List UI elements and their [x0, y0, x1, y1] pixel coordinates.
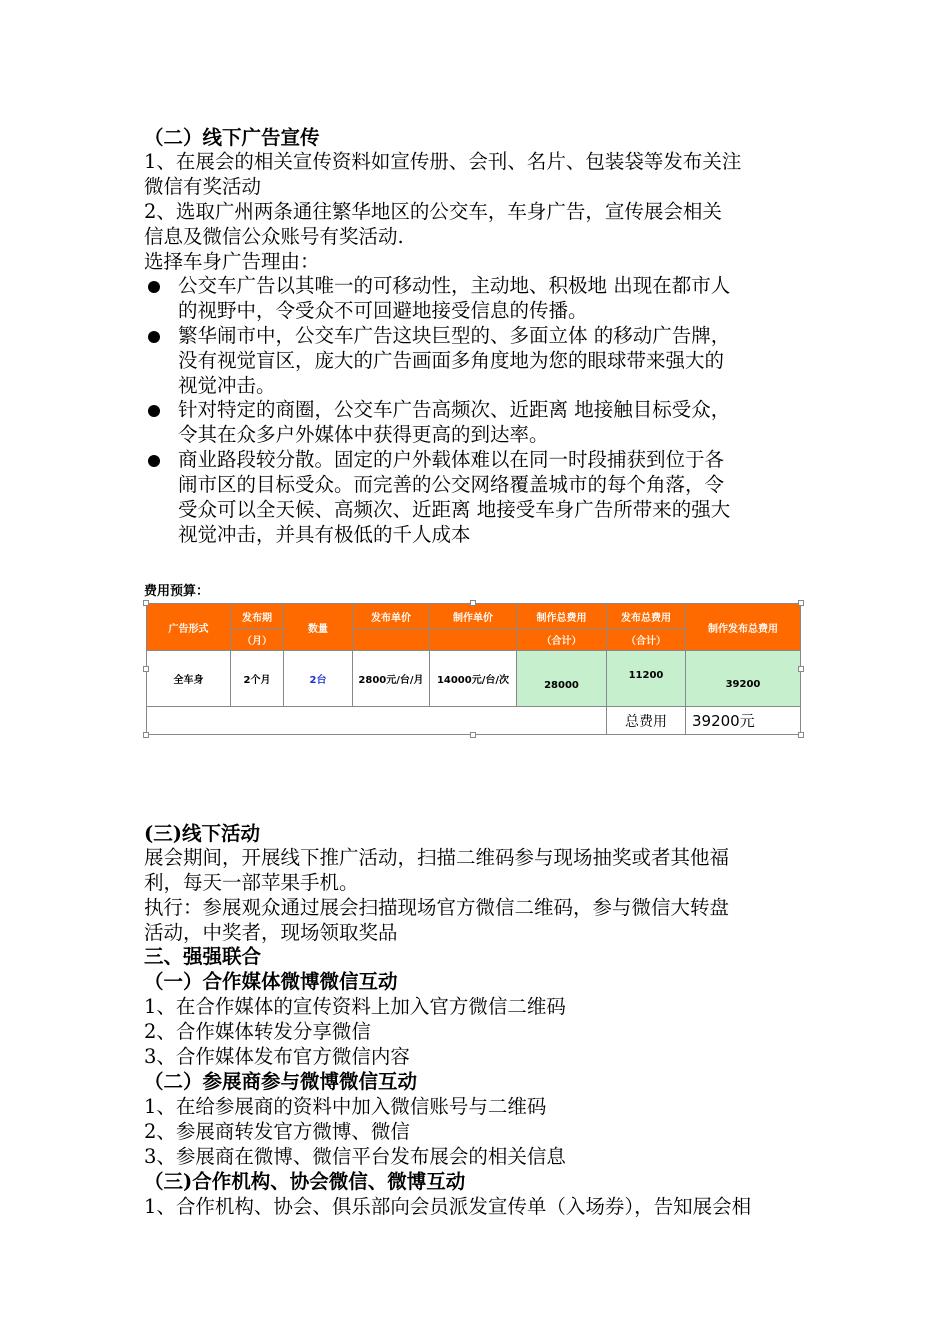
header-quantity: 数量	[283, 603, 353, 651]
section-heading-offline-ads: （二）线下广告宣传	[144, 126, 320, 149]
list-item: 2、合作媒体转发分享微信	[144, 1020, 371, 1043]
total-row-blank	[146, 706, 607, 735]
paragraph-line: 展会期间，开展线下推广活动，扫描二维码参与现场抽奖或者其他福	[144, 846, 730, 869]
cell-grand-total: 39200	[685, 650, 801, 707]
cell-make-total: 28000	[516, 650, 607, 707]
header-make-total: 制作总费用	[516, 603, 607, 629]
header-grand-total: 制作发布总费用	[685, 603, 801, 651]
header-make-price: 制作单价	[429, 603, 517, 629]
cell-period: 2个月	[230, 650, 284, 707]
bullet-icon	[148, 281, 160, 293]
total-value: 39200元	[685, 706, 801, 735]
bullet-line: 的视野中，令受众不可回避地接受信息的传播。	[178, 299, 588, 322]
budget-title: 费用预算：	[144, 584, 210, 599]
resize-handle[interactable]	[798, 732, 804, 738]
total-label: 总费用	[606, 706, 686, 735]
list-item: 2、参展商转发官方微博、微信	[144, 1120, 410, 1143]
paragraph-line: 1、在展会的相关宣传资料如宣传册、会刊、名片、包装袋等发布关注	[144, 150, 742, 173]
list-item: 3、合作媒体发布官方微信内容	[144, 1045, 410, 1068]
bullet-icon	[148, 455, 160, 467]
bullet-line: 闹市区的目标受众。而完善的公交网络覆盖城市的每个角落，令	[178, 473, 725, 496]
resize-handle[interactable]	[798, 666, 804, 672]
resize-handle[interactable]	[470, 600, 476, 606]
header-make-total-sub: （合计）	[516, 628, 607, 651]
subheading: （二）参展商参与微博微信互动	[144, 1070, 418, 1093]
header-publish-price: 发布单价	[352, 603, 430, 629]
bullet-line: 公交车广告以其唯一的可移动性，主动地、积极地 出现在都市人	[178, 274, 731, 297]
paragraph-line: 活动，中奖者，现场领取奖品	[144, 921, 398, 944]
cell-publish-total: 11200	[606, 650, 686, 707]
resize-handle[interactable]	[470, 732, 476, 738]
cell-make-price: 14000元/台/次	[429, 650, 517, 707]
section-heading-alliance: 三、强强联合	[144, 945, 262, 968]
cell-ad-form: 全车身	[146, 650, 231, 707]
bullet-line: 没有视觉盲区，庞大的广告画面多角度地为您的眼球带来强大的	[178, 349, 725, 372]
header-publish-total: 发布总费用	[606, 603, 686, 629]
paragraph-line: 2、选取广州两条通往繁华地区的公交车，车身广告，宣传展会相关	[144, 200, 722, 223]
bullet-icon	[148, 331, 160, 343]
bullet-line: 繁华闹市中，公交车广告这块巨型的、多面立体 的移动广告牌，	[178, 324, 731, 347]
bullet-icon	[148, 405, 160, 417]
paragraph-line: 微信有奖活动	[144, 175, 262, 198]
cell-publish-price: 2800元/台/月	[352, 650, 430, 707]
bullet-line: 视觉冲击。	[178, 374, 276, 397]
list-item: 1、合作机构、协会、俱乐部向会员派发宣传单（入场券），告知展会相	[144, 1195, 752, 1218]
section-heading-offline-activity: (三)线下活动	[144, 822, 260, 845]
bullet-line: 商业路段较分散。固定的户外载体难以在同一时段捕获到位于各	[178, 448, 725, 471]
reason-title: 选择车身广告理由：	[144, 250, 320, 273]
header-blank	[429, 628, 517, 651]
paragraph-line: 执行：参展观众通过展会扫描现场官方微信二维码，参与微信大转盘	[144, 896, 730, 919]
header-period-unit: （月）	[230, 628, 284, 651]
list-item: 1、在合作媒体的宣传资料上加入官方微信二维码	[144, 995, 566, 1018]
header-period: 发布期	[230, 603, 284, 629]
cell-quantity: 2台	[283, 650, 353, 707]
header-blank	[352, 628, 430, 651]
bullet-line: 针对特定的商圈，公交车广告高频次、近距离 地接触目标受众，	[178, 398, 731, 421]
budget-table[interactable]	[146, 603, 801, 736]
paragraph-line: 利，每天一部苹果手机。	[144, 871, 359, 894]
header-publish-total-sub: （合计）	[606, 628, 686, 651]
subheading: （三)合作机构、协会微信、微博互动	[144, 1170, 466, 1193]
subheading: （一）合作媒体微博微信互动	[144, 970, 398, 993]
resize-handle[interactable]	[798, 600, 804, 606]
list-item: 3、参展商在微博、微信平台发布展会的相关信息	[144, 1145, 566, 1168]
resize-handle[interactable]	[143, 600, 149, 606]
header-ad-form: 广告形式	[146, 603, 231, 651]
resize-handle[interactable]	[143, 666, 149, 672]
bullet-line: 受众可以全天候、高频次、近距离 地接受车身广告所带来的强大	[178, 498, 731, 521]
bullet-line: 令其在众多户外媒体中获得更高的到达率。	[178, 423, 549, 446]
resize-handle[interactable]	[143, 732, 149, 738]
list-item: 1、在给参展商的资料中加入微信账号与二维码	[144, 1095, 547, 1118]
bullet-line: 视觉冲击，并具有极低的千人成本	[178, 523, 471, 546]
paragraph-line: 信息及微信公众账号有奖活动.	[144, 225, 404, 248]
